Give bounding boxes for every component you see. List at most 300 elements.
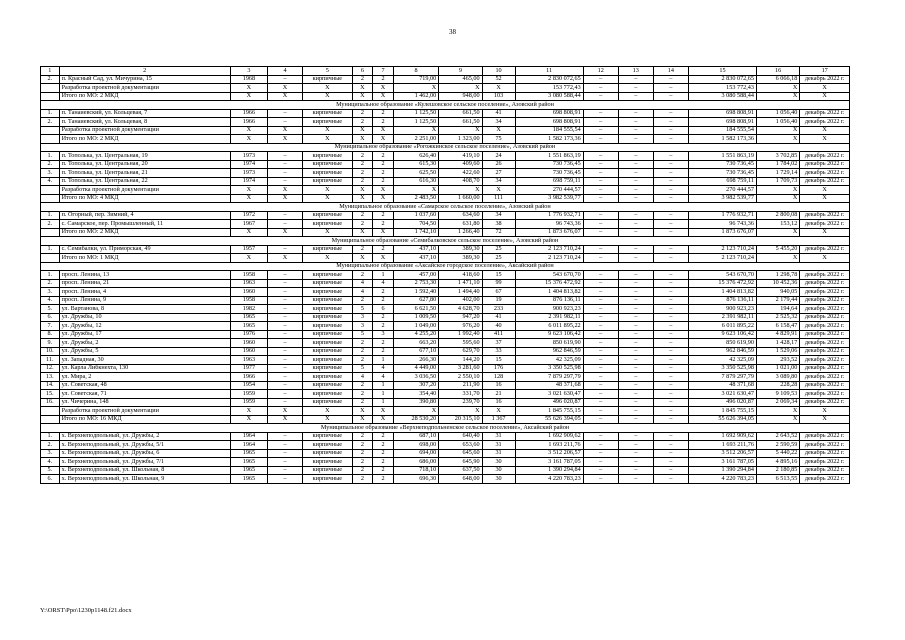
table-cell: ул. Дружбы, 5 xyxy=(59,347,230,356)
section-title: Муниципальное образование «Кулешовское сельское поселение», Азовский район xyxy=(41,101,850,110)
table-cell: 5. xyxy=(41,466,60,475)
table-cell: 4 220 783,23 xyxy=(515,475,583,484)
section-title: Муниципальное образование «Верхнеподпольненское сельское поселение», Аксайский район xyxy=(41,424,850,433)
table-cell: X xyxy=(756,84,799,93)
table-cell: – xyxy=(583,330,618,339)
table-cell: X xyxy=(800,228,850,237)
table-cell: 1 582 173,36 xyxy=(688,135,756,144)
table-cell: – xyxy=(267,441,302,450)
table-cell: п. Тополька, ул. Центральная, 21 xyxy=(59,169,230,178)
table-cell: – xyxy=(267,305,302,314)
table-cell: 6 011 895,22 xyxy=(515,322,583,331)
table-cell: декабрь 2022 г. xyxy=(800,279,850,288)
table-cell: 4 628,70 xyxy=(439,305,482,314)
table-cell: 55 626 394,05 xyxy=(515,415,583,424)
table-cell: декабрь 2022 г. xyxy=(800,330,850,339)
table-cell: X xyxy=(800,254,850,263)
section-title: Муниципальное образование «Семибалковское сельское поселение», Азовский район xyxy=(41,237,850,246)
table-cell: X xyxy=(800,407,850,416)
table-cell: декабрь 2022 г. xyxy=(800,373,850,382)
table-cell: ул. Мира, 2 xyxy=(59,373,230,382)
table-cell: 1 125,50 xyxy=(393,109,438,118)
table-cell: X xyxy=(303,228,353,237)
table-cell: – xyxy=(653,279,688,288)
table-cell: 25 xyxy=(482,245,515,254)
table-cell: 1 390 294,84 xyxy=(688,466,756,475)
table-cell: X xyxy=(267,84,302,93)
table-row xyxy=(41,109,850,118)
table-cell: 418,60 xyxy=(439,271,482,280)
table-cell: 3 982 539,77 xyxy=(515,194,583,203)
table-cell: 9 623 106,42 xyxy=(515,330,583,339)
table-cell: – xyxy=(583,356,618,365)
table-cell: 3. xyxy=(41,449,60,458)
table-cell: 2 123 710,24 xyxy=(688,245,756,254)
table-cell: декабрь 2022 г. xyxy=(800,169,850,178)
header-cell: 3 xyxy=(230,67,267,76)
table-cell: просп. Ленина, 21 xyxy=(59,279,230,288)
table-cell: – xyxy=(583,254,618,263)
table-cell: – xyxy=(653,347,688,356)
table-cell: 6 066,18 xyxy=(756,75,799,84)
table-cell: – xyxy=(653,118,688,127)
table-cell: 698 759,11 xyxy=(688,177,756,186)
table-cell: X xyxy=(756,194,799,203)
table-cell: – xyxy=(583,135,618,144)
table-cell: – xyxy=(583,305,618,314)
table-cell: X xyxy=(303,407,353,416)
table-cell: X xyxy=(230,254,267,263)
table-cell: – xyxy=(583,381,618,390)
table-cell: декабрь 2022 г. xyxy=(800,458,850,467)
section-title: Муниципальное образование «Самарское сельское поселение», Азовский район xyxy=(41,203,850,212)
table-cell: 9 623 106,42 xyxy=(688,330,756,339)
table-cell: Разработка проектной документации xyxy=(59,126,230,135)
table-cell: 3 021 630,47 xyxy=(515,390,583,399)
table-cell: – xyxy=(267,339,302,348)
table-cell: ул. Западная, 30 xyxy=(59,356,230,365)
table-cell: – xyxy=(583,177,618,186)
table-cell: х. Верхнеподпольный, ул. Дружбы, 2 xyxy=(59,432,230,441)
table-cell: X xyxy=(800,84,850,93)
table-cell: – xyxy=(618,220,653,229)
table-cell: 211,90 xyxy=(439,381,482,390)
table-cell: 2 xyxy=(373,322,394,331)
table-cell: – xyxy=(618,152,653,161)
table-cell: 2 179,44 xyxy=(756,296,799,305)
table-cell: 465,00 xyxy=(439,75,482,84)
table-cell: – xyxy=(583,169,618,178)
table-cell: 6. xyxy=(41,313,60,322)
table-cell: – xyxy=(618,279,653,288)
table-cell: 3 161 787,05 xyxy=(515,458,583,467)
table-cell: – xyxy=(267,75,302,84)
table-cell: 661,50 xyxy=(439,118,482,127)
table-cell: – xyxy=(618,84,653,93)
table-cell: 33 xyxy=(482,347,515,356)
table-row xyxy=(41,466,850,475)
table-row xyxy=(41,441,850,450)
table-cell: – xyxy=(583,441,618,450)
table-cell: – xyxy=(267,432,302,441)
table-cell: 99 xyxy=(482,279,515,288)
table-cell: 2 590,59 xyxy=(756,441,799,450)
table-cell: 2 xyxy=(373,432,394,441)
table-cell: Итого по МО: 1 МКД xyxy=(59,254,230,263)
table-cell: 1 845 755,15 xyxy=(688,407,756,416)
table-cell: 1 266,40 xyxy=(439,228,482,237)
table-cell: 2 xyxy=(373,347,394,356)
table-cell: 2 xyxy=(352,441,373,450)
table-cell: 2 550,10 xyxy=(439,373,482,382)
table-cell: 4. xyxy=(41,458,60,467)
table-cell: 1 xyxy=(373,271,394,280)
table-cell: 153 772,43 xyxy=(688,84,756,93)
table-cell: – xyxy=(653,296,688,305)
table-cell: 6. xyxy=(41,475,60,484)
table-cell: ул. Вартанова, 8 xyxy=(59,305,230,314)
header-cell: 5 xyxy=(303,67,353,76)
table-cell: 34 xyxy=(482,211,515,220)
table-cell: кирпичные xyxy=(303,364,353,373)
table-cell: X xyxy=(373,228,394,237)
table-cell: – xyxy=(618,92,653,101)
table-cell: 634,60 xyxy=(439,211,482,220)
table-cell: X xyxy=(373,407,394,416)
table-cell: X xyxy=(393,407,438,416)
table-cell: – xyxy=(583,415,618,424)
table-cell: 55 626 394,05 xyxy=(688,415,756,424)
table-row xyxy=(41,75,850,84)
table-cell: 1 462,00 xyxy=(393,92,438,101)
table-cell xyxy=(41,126,60,135)
table-cell: 4 xyxy=(373,364,394,373)
table-cell: – xyxy=(267,347,302,356)
table-cell: – xyxy=(618,441,653,450)
table-cell: 1 xyxy=(373,356,394,365)
table-cell: п. Красный Сад, ул. Мичурина, 15 xyxy=(59,75,230,84)
header-cell: 16 xyxy=(756,67,799,76)
table-cell: п. Тополька, ул. Центральная, 19 xyxy=(59,152,230,161)
table-cell: декабрь 2022 г. xyxy=(800,390,850,399)
table-cell: – xyxy=(618,245,653,254)
table-cell: – xyxy=(583,75,618,84)
table-row xyxy=(41,339,850,348)
table-cell: 41 xyxy=(482,313,515,322)
table-cell: 2 753,30 xyxy=(393,279,438,288)
table-cell: – xyxy=(618,322,653,331)
table-cell: – xyxy=(583,228,618,237)
table-cell: 4 xyxy=(373,373,394,382)
table-cell: 5 xyxy=(352,364,373,373)
table-cell: 2 391 982,11 xyxy=(515,313,583,322)
table-cell: 1966 xyxy=(230,373,267,382)
table-cell: X xyxy=(352,84,373,93)
table-cell: ул. Советская, 71 xyxy=(59,390,230,399)
table-cell: 704,50 xyxy=(393,220,438,229)
table-cell: 96 743,36 xyxy=(515,220,583,229)
table-cell: X xyxy=(267,254,302,263)
table-cell: – xyxy=(653,271,688,280)
table-cell: 900 923,23 xyxy=(515,305,583,314)
table-cell: – xyxy=(583,466,618,475)
table-cell: 2 xyxy=(352,339,373,348)
table-cell: 75 xyxy=(482,135,515,144)
table-cell: 4 xyxy=(352,279,373,288)
table-cell: декабрь 2022 г. xyxy=(800,364,850,373)
table-cell: – xyxy=(583,109,618,118)
table-cell: 7 879 297,79 xyxy=(515,373,583,382)
table-cell: 496 020,87 xyxy=(688,398,756,407)
table-cell: X xyxy=(303,194,353,203)
table-cell: декабрь 2022 г. xyxy=(800,449,850,458)
table-cell: 437,10 xyxy=(393,245,438,254)
table-cell: – xyxy=(618,313,653,322)
table-row xyxy=(41,398,850,407)
table-cell: X xyxy=(800,415,850,424)
table-cell: 2 069,34 xyxy=(756,398,799,407)
table-cell: X xyxy=(230,228,267,237)
table-cell: 1 729,14 xyxy=(756,169,799,178)
table-cell: 13. xyxy=(41,373,60,382)
table-cell: 1965 xyxy=(230,322,267,331)
table-cell: 2 xyxy=(352,75,373,84)
table-cell: просп. Ленина, 9 xyxy=(59,296,230,305)
table-cell: 48 371,68 xyxy=(515,381,583,390)
table-row xyxy=(41,169,850,178)
table-cell: декабрь 2022 г. xyxy=(800,245,850,254)
table-cell: 7. xyxy=(41,322,60,331)
table-cell: кирпичные xyxy=(303,432,353,441)
section-title: Муниципальное образование «Рогожкинское сельское поселение», Азовский район xyxy=(41,143,850,152)
table-cell: кирпичные xyxy=(303,160,353,169)
table-row xyxy=(41,458,850,467)
table-cell: 1 784,02 xyxy=(756,160,799,169)
table-cell: 2 xyxy=(352,245,373,254)
table-cell: декабрь 2022 г. xyxy=(800,347,850,356)
table-cell: 2 xyxy=(352,118,373,127)
table-cell: п. Тополька, ул. Центральная, 20 xyxy=(59,160,230,169)
table-cell: X xyxy=(800,135,850,144)
table-cell: X xyxy=(267,228,302,237)
table-cell: X xyxy=(267,407,302,416)
table-row xyxy=(41,313,850,322)
section-row xyxy=(41,143,850,152)
table-cell: декабрь 2022 г. xyxy=(800,177,850,186)
footer-path: Y:\ORST\Ppo\1230p1148.f21.docx xyxy=(40,607,132,614)
table-cell: – xyxy=(618,466,653,475)
table-cell: 144,20 xyxy=(439,356,482,365)
table-cell: 1963 xyxy=(230,356,267,365)
table-cell: – xyxy=(618,194,653,203)
table-cell: 947,20 xyxy=(439,313,482,322)
table-cell: 1. xyxy=(41,245,60,254)
table-cell: 1 xyxy=(373,390,394,399)
table-cell: 3 021 630,47 xyxy=(688,390,756,399)
table-cell: 2 xyxy=(352,296,373,305)
table-cell: 1958 xyxy=(230,271,267,280)
table-cell: декабрь 2022 г. xyxy=(800,356,850,365)
table-cell: – xyxy=(618,169,653,178)
table-cell: 2 525,32 xyxy=(756,313,799,322)
table-cell: – xyxy=(653,186,688,195)
table-cell: – xyxy=(653,288,688,297)
table-cell: – xyxy=(653,135,688,144)
table-cell: декабрь 2022 г. xyxy=(800,109,850,118)
table-cell: 24 xyxy=(482,152,515,161)
table-cell: х. Верхнеподпольный, ул. Дружбы, 6 xyxy=(59,449,230,458)
table-cell: 389,30 xyxy=(439,245,482,254)
table-cell: X xyxy=(352,92,373,101)
header-cell: 2 xyxy=(59,67,230,76)
table-cell: – xyxy=(583,475,618,484)
table-cell: – xyxy=(618,160,653,169)
table-cell: 1 692 909,62 xyxy=(515,432,583,441)
table-cell: кирпичные xyxy=(303,211,353,220)
table-cell: 6 621,50 xyxy=(393,305,438,314)
table-cell: 31 xyxy=(482,432,515,441)
table-cell: – xyxy=(618,186,653,195)
table-cell: 730 736,45 xyxy=(515,169,583,178)
table-cell: – xyxy=(267,118,302,127)
table-cell: X xyxy=(373,126,394,135)
table-cell: 2. xyxy=(41,220,60,229)
table-cell: – xyxy=(618,356,653,365)
table-cell: 1 404 813,82 xyxy=(688,288,756,297)
table-cell: декабрь 2022 г. xyxy=(800,288,850,297)
table-cell: 103 xyxy=(482,92,515,101)
table-cell: 2 xyxy=(352,458,373,467)
table-cell: 2 xyxy=(352,449,373,458)
header-cell: 12 xyxy=(583,67,618,76)
section-row xyxy=(41,101,850,110)
table-cell: – xyxy=(583,279,618,288)
table-row xyxy=(41,279,850,288)
table-cell: 1973 xyxy=(230,152,267,161)
table-cell: декабрь 2022 г. xyxy=(800,305,850,314)
table-row xyxy=(41,322,850,331)
table-cell: – xyxy=(618,347,653,356)
table-cell: кирпичные xyxy=(303,381,353,390)
table-cell: – xyxy=(653,458,688,467)
table-cell: кирпичные xyxy=(303,466,353,475)
table-cell: 595,60 xyxy=(439,339,482,348)
table-cell: декабрь 2022 г. xyxy=(800,75,850,84)
table-cell: – xyxy=(583,126,618,135)
table-cell: – xyxy=(618,288,653,297)
table-cell xyxy=(41,194,60,203)
table-cell: ул. Дружбы, 17 xyxy=(59,330,230,339)
table-cell: 1 693 211,76 xyxy=(515,441,583,450)
table-cell: 1965 xyxy=(230,466,267,475)
table-cell: кирпичные xyxy=(303,169,353,178)
table-cell: – xyxy=(583,245,618,254)
table-cell: 1 709,73 xyxy=(756,177,799,186)
table-cell: 6 158,47 xyxy=(756,322,799,331)
table-cell: 1. xyxy=(41,211,60,220)
table-cell: кирпичные xyxy=(303,305,353,314)
table-cell: п. Огорный, пер. Зимний, 4 xyxy=(59,211,230,220)
table-cell: х. Верхнеподпольный, ул. Школьная, 9 xyxy=(59,475,230,484)
table-cell: 627,80 xyxy=(393,296,438,305)
table-cell: – xyxy=(653,407,688,416)
table-cell: X xyxy=(303,92,353,101)
table-cell: 2 123 710,24 xyxy=(515,245,583,254)
table-cell: 1 776 932,71 xyxy=(515,211,583,220)
table-cell: декабрь 2022 г. xyxy=(800,398,850,407)
table-cell: 42 325,09 xyxy=(515,356,583,365)
table-cell: 26 xyxy=(482,160,515,169)
table-cell: – xyxy=(618,339,653,348)
table-cell: X xyxy=(230,186,267,195)
table-cell: X xyxy=(230,92,267,101)
table-cell: 6 513,55 xyxy=(756,475,799,484)
table-cell: – xyxy=(653,169,688,178)
table-cell: 694,00 xyxy=(393,449,438,458)
table-cell: 2 xyxy=(373,449,394,458)
table-cell: 5 455,20 xyxy=(756,245,799,254)
table-cell: кирпичные xyxy=(303,279,353,288)
table-cell: 645,90 xyxy=(439,458,482,467)
table-cell: 2 xyxy=(352,381,373,390)
table-cell xyxy=(41,135,60,144)
table-cell: 228,28 xyxy=(756,381,799,390)
header-row xyxy=(41,67,850,76)
table-cell: – xyxy=(618,381,653,390)
table-cell: 128 xyxy=(482,373,515,382)
table-cell: 1 298,78 xyxy=(756,271,799,280)
table-cell: 1965 xyxy=(230,449,267,458)
table-cell: 696,30 xyxy=(393,475,438,484)
table-cell: 2 xyxy=(373,152,394,161)
table-cell: 496 020,87 xyxy=(515,398,583,407)
table-cell: 437,10 xyxy=(393,254,438,263)
table-cell: Итого по МО: 2 МКД xyxy=(59,135,230,144)
table-cell: 2 xyxy=(352,271,373,280)
table-cell: 10. xyxy=(41,347,60,356)
table-cell: X xyxy=(393,126,438,135)
table-cell: 5 xyxy=(352,330,373,339)
table-cell: – xyxy=(653,109,688,118)
table-cell: 1974 xyxy=(230,177,267,186)
table-cell: 25 xyxy=(482,254,515,263)
table-cell: 4 255,20 xyxy=(393,330,438,339)
table-cell: – xyxy=(653,432,688,441)
table-cell: 1972 xyxy=(230,211,267,220)
table-cell: 1 660,00 xyxy=(439,194,482,203)
header-cell: 6 xyxy=(352,67,373,76)
table-cell: X xyxy=(756,254,799,263)
table-cell: кирпичные xyxy=(303,398,353,407)
table-cell: – xyxy=(267,381,302,390)
page-number: 38 xyxy=(449,28,456,36)
table-cell: 457,00 xyxy=(393,271,438,280)
table-cell: 2 391 982,11 xyxy=(688,313,756,322)
table-cell: Разработка проектной документации xyxy=(59,407,230,416)
table-cell: 2 xyxy=(373,75,394,84)
table-cell: 21 xyxy=(482,390,515,399)
table-cell: декабрь 2022 г. xyxy=(800,152,850,161)
table-cell: 637,50 xyxy=(439,466,482,475)
table-cell: кирпичные xyxy=(303,475,353,484)
table-cell: 2 xyxy=(373,296,394,305)
table-cell: 2 xyxy=(373,466,394,475)
table-cell: – xyxy=(267,211,302,220)
table-cell: X xyxy=(303,126,353,135)
table-cell: 2 180,85 xyxy=(756,466,799,475)
table-cell: – xyxy=(267,271,302,280)
table-cell: кирпичные xyxy=(303,75,353,84)
